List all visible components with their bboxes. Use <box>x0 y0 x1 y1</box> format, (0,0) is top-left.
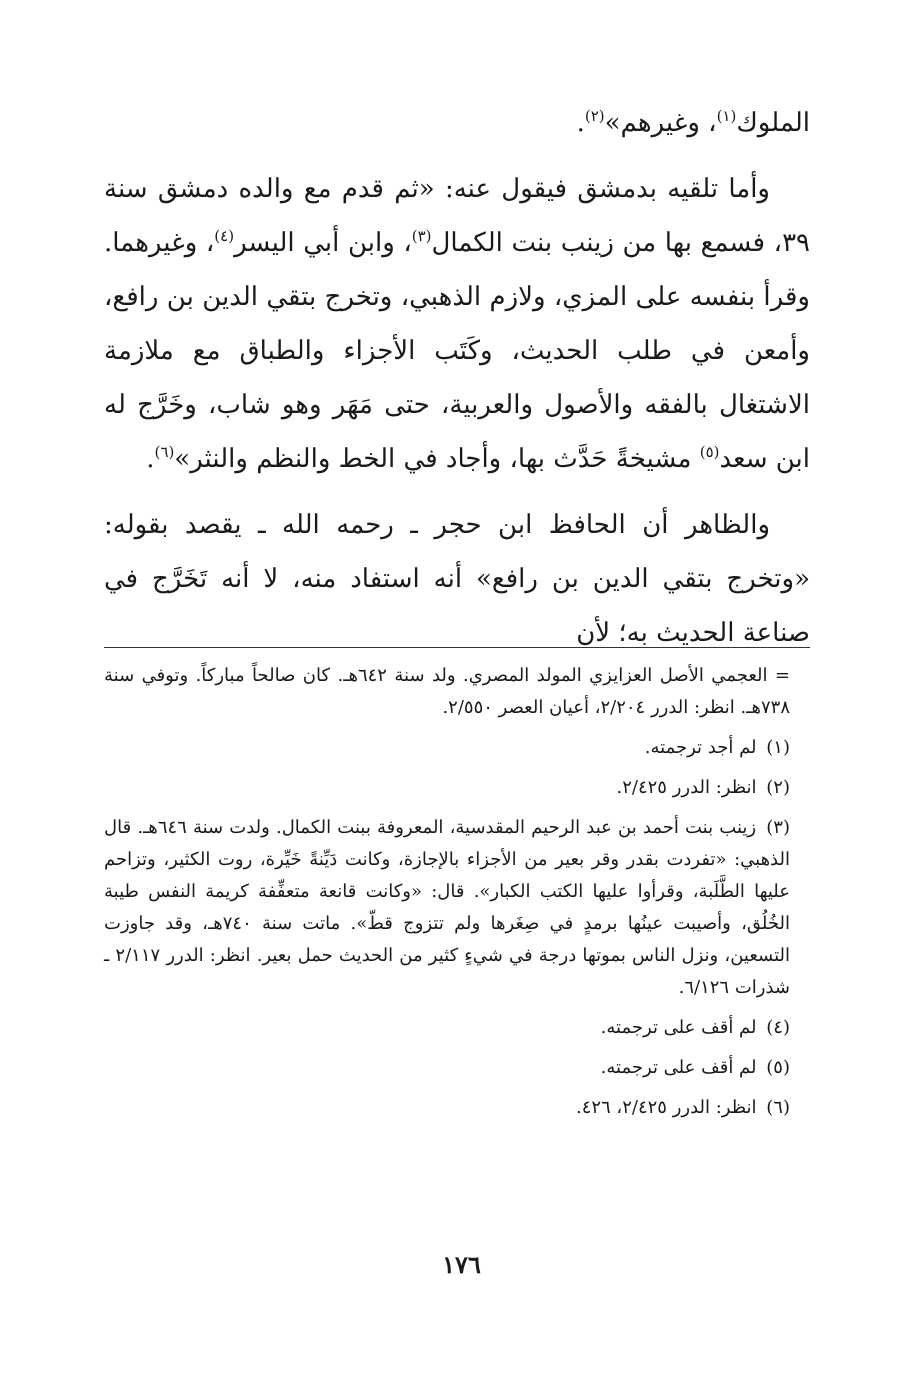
footnote-text: لم أقف على ترجمته. <box>600 1057 757 1078</box>
paragraph-1 <box>104 96 810 150</box>
footnote-text: زينب بنت أحمد بن عبد الرحيم المقدسية، المعروفة ببنت الكمال. ولدت سنة ٦٤٦هـ. قال الذهبي: «تفردت بقدر وقر بعير من الأجزاء بالإجازة، وكانت دَيِّنةً خَيِّرة، روت الكثير، وتزاحم عليها الطَّلَبة، وقرأوا عليها الكتب الكبار». قال: «وكانت قانعة متعفِّفة كريمة النفس طيبة الخُلُق، وأصيبت عينُها برمدٍ في صِغَرها ولم تتزوج قطّ». ماتت سنة ٧٤٠هـ، وقد جاوزت التسعين، ونزل الناس بموتها درجة في شيءٍ كثير من الحديث حمل بعير. انظر: الدرر ٢/١١٧ ـ شذرات ٦/١٢٦. <box>104 817 790 998</box>
footnote-6 <box>104 1092 790 1124</box>
text-run: الملوك <box>736 108 810 138</box>
text-run: مشيخةً حَدَّث بها، وأجاد في الخط والنظم والنثر» <box>174 444 700 474</box>
footnote-number: (٣) <box>766 817 790 838</box>
text-run: ، وغيرهما. وقرأ بنفسه على المزي، ولازم الذهبي، وتخرج بتقي الدين بن رافع، وأمعن في طلب الحديث، وكَتَب الأجزاء والطباق مع ملازمة الاشتغال بالفقه والأصول والعربية، حتى مَهَر وهو شاب، وخَرَّج له ابن سعد <box>104 228 810 474</box>
footnote-number: (٤) <box>766 1017 790 1038</box>
footnote-ref-2: (٢) <box>584 107 605 125</box>
footnote-number: (٥) <box>766 1057 790 1078</box>
footnote-2 <box>104 772 790 804</box>
text-run: ، وغيرهم» <box>604 108 717 138</box>
text-run: . <box>576 108 585 138</box>
footnote-ref-4: (٤) <box>214 227 235 245</box>
text-run: وأما تلقيه بدمشق فيقول عنه: «ثم قدم مع والده دمشق سنة ٣٩، فسمع بها من زينب بنت الكمال <box>104 174 810 258</box>
main-text <box>104 96 810 660</box>
footnote-text: لم أقف على ترجمته. <box>600 1017 757 1038</box>
footnote-number: (١) <box>766 737 790 758</box>
footnote-text: انظر: الدرر ٢/٤٢٥، ٤٢٦. <box>575 1097 757 1118</box>
footnote-number: (٢) <box>766 777 790 798</box>
footnotes <box>104 660 790 1124</box>
paragraph-2 <box>104 162 810 486</box>
footnote-5 <box>104 1052 790 1084</box>
footnote-number: (٦) <box>766 1097 790 1118</box>
footnote-ref-5: (٥) <box>699 443 720 461</box>
footnote-1 <box>104 732 790 764</box>
text-run: . <box>146 444 155 474</box>
footnote-text: لم أجد ترجمته. <box>644 737 757 758</box>
footnote-ref-3: (٣) <box>411 227 432 245</box>
footnote-ref-1: (١) <box>716 107 737 125</box>
page-number: ١٧٦ <box>442 1250 481 1279</box>
footnote-ref-6: (٦) <box>154 443 175 461</box>
footnote-continuation: = العجمي الأصل العزايزي المولد المصري. ولد سنة ٦٤٢هـ. كان صالحاً مباركاً. وتوفي سنة ٧٣٨هـ. انظر: الدرر ٢/٢٠٤، أعيان العصر ٢/٥٥٠. <box>104 665 790 718</box>
footnote-4 <box>104 1012 790 1044</box>
footnote-3 <box>104 812 790 1004</box>
text-run: ، وابن أبي اليسر <box>234 228 412 258</box>
footnote-separator <box>104 647 810 648</box>
paragraph-3: والظاهر أن الحافظ ابن حجر ـ رحمه الله ـ يقصد بقوله: «وتخرج بتقي الدين بن رافع» أنه استفاد منه، لا أنه تَخَرَّج في صناعة الحديث به؛ لأن <box>104 510 810 648</box>
footnote-text: انظر: الدرر ٢/٤٢٥. <box>616 777 757 798</box>
